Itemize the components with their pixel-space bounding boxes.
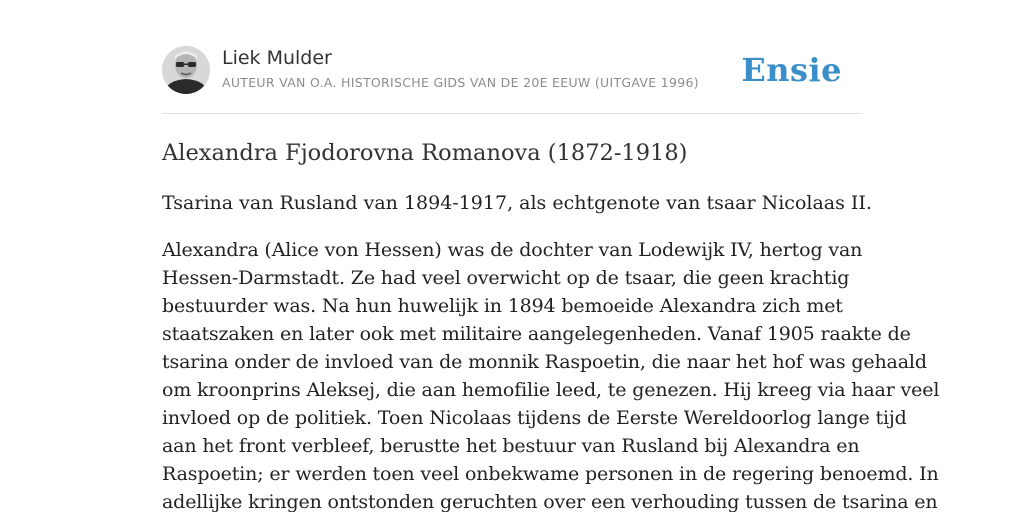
body-line: bestuurder was. Na hun huwelijk in 1894 bemoeide Alexandra zich met xyxy=(162,295,843,317)
body-line: om kroonprins Aleksej, die aan hemofilie leed, te genezen. Hij kreeg via haar veel xyxy=(162,379,940,401)
article-content xyxy=(162,137,940,512)
body-line: aan het front verbleef, berustte het bestuur van Rusland bij Alexandra en xyxy=(162,435,860,457)
header-divider xyxy=(162,113,862,114)
body-line: Raspoetin; er werden toen veel onbekwame personen in de regering benoemd. In xyxy=(162,463,939,485)
body-line: adellijke kringen ontstonden geruchten over een verhouding tussen de tsarina en xyxy=(162,491,938,512)
ensie-logo[interactable]: Ensie xyxy=(741,51,842,89)
author-header xyxy=(162,46,862,96)
person-photo-icon xyxy=(162,46,210,94)
article-title: Alexandra Fjodorovna Romanova (1872-1918) xyxy=(162,140,688,166)
author-avatar[interactable] xyxy=(162,46,210,94)
author-name[interactable]: Liek Mulder xyxy=(222,47,332,69)
article-body xyxy=(162,236,940,512)
body-line: Alexandra (Alice von Hessen) was de dochter van Lodewijk IV, hertog van xyxy=(162,239,863,261)
body-line: tsarina onder de invloed van de monnik Raspoetin, die naar het hof was gehaald xyxy=(162,351,927,373)
author-bio: AUTEUR VAN O.A. HISTORISCHE GIDS VAN DE 20E EEUW (UITGAVE 1996) xyxy=(222,75,699,90)
body-line: Hessen-Darmstadt. Ze had veel overwicht op de tsaar, die geen krachtig xyxy=(162,267,850,289)
body-line: invloed op de politiek. Toen Nicolaas tijdens de Eerste Wereldoorlog lange tijd xyxy=(162,407,907,429)
article-summary: Tsarina van Rusland van 1894-1917, als echtgenote van tsaar Nicolaas II. xyxy=(162,192,872,214)
body-line: staatszaken en later ook met militaire aangelegenheden. Vanaf 1905 raakte de xyxy=(162,323,911,345)
